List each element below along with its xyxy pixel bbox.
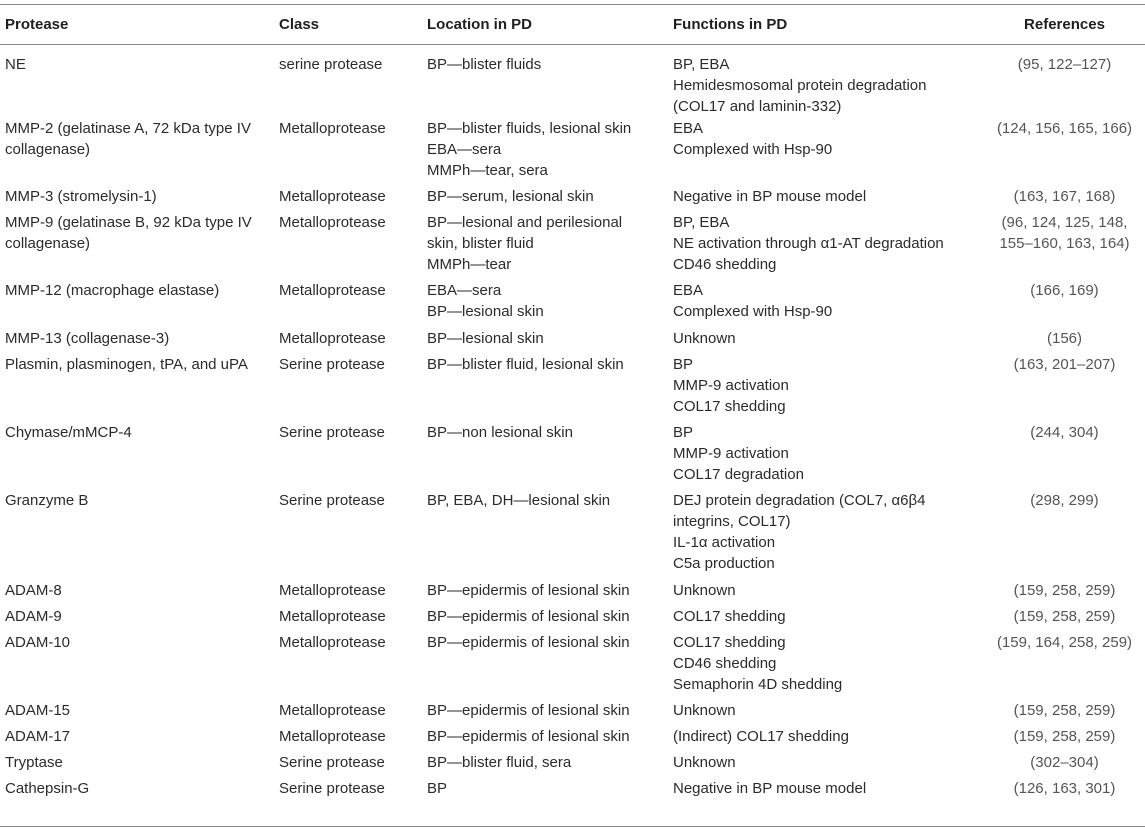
cell-line: EBA—sera [427, 281, 502, 299]
cell-line: EBA [673, 281, 704, 299]
table-row [0, 580, 1145, 606]
cell-functions [668, 752, 984, 778]
table-row [0, 490, 1145, 580]
cell-line: Negative in BP mouse model [673, 779, 867, 797]
cell-references [984, 44, 1145, 118]
cell-references [984, 580, 1145, 606]
table-row [0, 118, 1145, 186]
cell-functions [668, 186, 984, 212]
table-row [0, 280, 1145, 328]
cell-line: BP [427, 779, 448, 797]
cell-location [422, 580, 668, 606]
cell-line: ADAM-10 [5, 633, 71, 651]
cell-line: ADAM-8 [5, 581, 62, 599]
cell-line: Metalloprotease [279, 607, 386, 625]
bottom-rule [0, 826, 1145, 827]
reference-text[interactable]: (96, 124, 125, 148, [1001, 213, 1128, 231]
cell-line: BP [673, 355, 694, 373]
cell-references [984, 328, 1145, 354]
cell-references [984, 212, 1145, 280]
cell-line: BP—lesional skin [427, 302, 544, 320]
header-location: Location in PD [427, 15, 532, 33]
cell-line: Unknown [673, 581, 736, 599]
reference-text[interactable]: (163, 167, 168) [1013, 187, 1116, 205]
cell-location [422, 606, 668, 632]
cell-line: MMP-12 (macrophage elastase) [5, 281, 220, 299]
cell-location [422, 212, 668, 280]
cell-location [422, 118, 668, 186]
cell-functions [668, 580, 984, 606]
reference-text[interactable]: (159, 164, 258, 259) [996, 633, 1133, 651]
table-row [0, 606, 1145, 632]
cell-line: (COL17 and laminin-332) [673, 98, 842, 116]
cell-references [984, 778, 1145, 804]
reference-text[interactable]: 155–160, 163, 164) [999, 234, 1130, 252]
cell-class [274, 700, 422, 726]
cell-line: Serine protease [279, 355, 385, 373]
cell-protease [0, 422, 274, 490]
cell-line: CD46 shedding [673, 256, 777, 274]
cell-line: MMPh—tear, sera [427, 162, 548, 180]
cell-line: ADAM-17 [5, 727, 71, 745]
cell-functions [668, 328, 984, 354]
cell-class [274, 778, 422, 804]
cell-line: EBA [673, 119, 704, 137]
cell-functions [668, 422, 984, 490]
cell-line: BP—lesional and perilesional [427, 213, 623, 231]
cell-line: ADAM-15 [5, 701, 71, 719]
cell-line: Metalloprotease [279, 633, 386, 651]
cell-line: CD46 shedding [673, 654, 777, 672]
cell-line: IL-1α activation [673, 534, 776, 552]
cell-line: C5a production [673, 555, 775, 573]
cell-line: Serine protease [279, 423, 385, 441]
cell-line: MMP-3 (stromelysin-1) [5, 187, 157, 205]
cell-protease [0, 354, 274, 422]
cell-line: skin, blister fluid [427, 234, 534, 252]
cell-protease [0, 778, 274, 804]
cell-line: Metalloprotease [279, 727, 386, 745]
cell-functions [668, 778, 984, 804]
cell-protease [0, 606, 274, 632]
cell-class [274, 632, 422, 700]
cell-references [984, 186, 1145, 212]
cell-line: Unknown [673, 753, 736, 771]
reference-text[interactable]: (244, 304) [1030, 423, 1099, 441]
cell-protease [0, 490, 274, 580]
header-references: References [1024, 15, 1105, 33]
cell-line: BP—non lesional skin [427, 423, 573, 441]
cell-protease [0, 186, 274, 212]
cell-location [422, 752, 668, 778]
cell-line: BP—epidermis of lesional skin [427, 581, 630, 599]
cell-line: Metalloprotease [279, 581, 386, 599]
cell-line: collagenase) [5, 140, 91, 158]
cell-location [422, 186, 668, 212]
cell-references [984, 606, 1145, 632]
reference-text[interactable]: (159, 258, 259) [1013, 701, 1116, 719]
cell-location [422, 44, 668, 118]
cell-line: BP—blister fluids, lesional skin [427, 119, 632, 137]
cell-line: BP, EBA [673, 213, 730, 231]
reference-text[interactable]: (159, 258, 259) [1013, 581, 1116, 599]
header-protease: Protease [5, 15, 69, 33]
cell-references [984, 700, 1145, 726]
cell-line: Complexed with Hsp-90 [673, 302, 833, 320]
cell-functions [668, 280, 984, 328]
cell-functions [668, 44, 984, 118]
cell-protease [0, 118, 274, 186]
cell-protease [0, 280, 274, 328]
cell-functions [668, 490, 984, 580]
cell-location [422, 700, 668, 726]
cell-line: Serine protease [279, 753, 385, 771]
cell-class [274, 280, 422, 328]
cell-line: Metalloprotease [279, 281, 386, 299]
cell-location [422, 490, 668, 580]
reference-text[interactable]: (95, 122–127) [1017, 56, 1112, 73]
cell-line: BP—epidermis of lesional skin [427, 701, 630, 719]
cell-line: BP—blister fluid, sera [427, 753, 572, 771]
cell-functions [668, 118, 984, 186]
cell-line: integrins, COL17) [673, 512, 791, 530]
reference-text[interactable]: (159, 258, 259) [1013, 727, 1116, 745]
cell-references [984, 752, 1145, 778]
cell-references [984, 632, 1145, 700]
table-row [0, 328, 1145, 354]
reference-text[interactable]: (166, 169) [1030, 281, 1099, 299]
cell-location [422, 778, 668, 804]
cell-line: COL17 degradation [673, 466, 804, 484]
cell-location [422, 726, 668, 752]
cell-references [984, 354, 1145, 422]
table-row [0, 44, 1145, 118]
cell-line: COL17 shedding [673, 633, 786, 651]
header-row [0, 4, 1145, 44]
cell-line: COL17 shedding [673, 398, 786, 416]
cell-line: Unknown [673, 329, 736, 347]
cell-references [984, 490, 1145, 580]
cell-line: BP—blister fluids [427, 56, 542, 73]
cell-line: NE [5, 56, 26, 73]
cell-functions [668, 726, 984, 752]
cell-line: NE activation through α1-AT degradation [673, 234, 944, 252]
cell-line: BP—epidermis of lesional skin [427, 607, 630, 625]
cell-line: BP—epidermis of lesional skin [427, 727, 630, 745]
protease-table [0, 4, 1145, 804]
cell-line: Chymase/mMCP-4 [5, 423, 132, 441]
cell-references [984, 726, 1145, 752]
reference-text[interactable]: (298, 299) [1030, 491, 1099, 509]
reference-text[interactable]: (156) [1046, 329, 1083, 347]
cell-line: Serine protease [279, 491, 385, 509]
cell-class [274, 422, 422, 490]
cell-line: MMP-9 activation [673, 444, 789, 462]
cell-line: MMP-2 (gelatinase A, 72 kDa type IV [5, 119, 251, 137]
cell-protease [0, 752, 274, 778]
cell-line: Metalloprotease [279, 119, 386, 137]
cell-location [422, 422, 668, 490]
table-row [0, 752, 1145, 778]
cell-protease [0, 580, 274, 606]
cell-line: BP—blister fluid, lesional skin [427, 355, 624, 373]
cell-functions [668, 700, 984, 726]
cell-line: MMP-13 (collagenase-3) [5, 329, 170, 347]
reference-text[interactable]: (159, 258, 259) [1013, 607, 1116, 625]
table-row [0, 778, 1145, 804]
cell-line: Metalloprotease [279, 329, 386, 347]
cell-protease [0, 726, 274, 752]
cell-class [274, 752, 422, 778]
table-row [0, 726, 1145, 752]
cell-line: Cathepsin-G [5, 779, 90, 797]
cell-line: Complexed with Hsp-90 [673, 140, 833, 158]
cell-line: BP—lesional skin [427, 329, 544, 347]
cell-class [274, 118, 422, 186]
cell-functions [668, 354, 984, 422]
cell-protease [0, 328, 274, 354]
cell-line: serine protease [279, 56, 383, 73]
cell-location [422, 280, 668, 328]
cell-references [984, 118, 1145, 186]
cell-protease [0, 44, 274, 118]
cell-line: BP, EBA, DH—lesional skin [427, 491, 611, 509]
cell-references [984, 280, 1145, 328]
cell-class [274, 606, 422, 632]
cell-line: Hemidesmosomal protein degradation [673, 77, 927, 95]
table-body [0, 44, 1145, 804]
cell-functions [668, 606, 984, 632]
cell-line: EBA—sera [427, 140, 502, 158]
header-class: Class [279, 15, 320, 33]
cell-line: DEJ protein degradation (COL7, α6β4 [673, 491, 926, 509]
cell-location [422, 328, 668, 354]
cell-line: (Indirect) COL17 shedding [673, 727, 849, 745]
table-row [0, 422, 1145, 490]
cell-class [274, 44, 422, 118]
reference-text[interactable]: (163, 201–207) [1013, 355, 1116, 373]
reference-text[interactable]: (126, 163, 301) [1013, 779, 1116, 797]
cell-line: Metalloprotease [279, 213, 386, 231]
cell-line: MMP-9 (gelatinase B, 92 kDa type IV [5, 213, 252, 231]
cell-line: Granzyme B [5, 491, 89, 509]
cell-line: Semaphorin 4D shedding [673, 676, 843, 694]
cell-line: Metalloprotease [279, 701, 386, 719]
cell-class [274, 580, 422, 606]
table-row [0, 700, 1145, 726]
cell-class [274, 726, 422, 752]
table-row [0, 354, 1145, 422]
cell-class [274, 212, 422, 280]
cell-line: COL17 shedding [673, 607, 786, 625]
cell-line: Tryptase [5, 753, 63, 771]
cell-class [274, 354, 422, 422]
cell-protease [0, 700, 274, 726]
cell-class [274, 186, 422, 212]
cell-protease [0, 632, 274, 700]
table-row [0, 212, 1145, 280]
cell-line: Metalloprotease [279, 187, 386, 205]
cell-line: MMP-9 activation [673, 376, 789, 394]
cell-line: collagenase) [5, 234, 91, 252]
cell-line: Unknown [673, 701, 736, 719]
cell-line: Negative in BP mouse model [673, 187, 867, 205]
header-functions: Functions in PD [673, 15, 788, 33]
cell-protease [0, 212, 274, 280]
cell-line: Serine protease [279, 779, 385, 797]
reference-text[interactable]: (302–304) [1030, 753, 1099, 771]
reference-text[interactable]: (124, 156, 165, 166) [996, 119, 1133, 137]
cell-location [422, 632, 668, 700]
cell-line: BP, EBA [673, 56, 730, 73]
cell-line: Plasmin, plasminogen, tPA, and uPA [5, 355, 248, 373]
cell-line: ADAM-9 [5, 607, 62, 625]
cell-functions [668, 212, 984, 280]
cell-line: MMPh—tear [427, 256, 512, 274]
table-row [0, 186, 1145, 212]
cell-line: BP—serum, lesional skin [427, 187, 594, 205]
cell-functions [668, 632, 984, 700]
cell-class [274, 490, 422, 580]
cell-references [984, 422, 1145, 490]
cell-location [422, 354, 668, 422]
table-row [0, 632, 1145, 700]
cell-class [274, 328, 422, 354]
cell-line: BP—epidermis of lesional skin [427, 633, 630, 651]
cell-line: BP [673, 423, 694, 441]
